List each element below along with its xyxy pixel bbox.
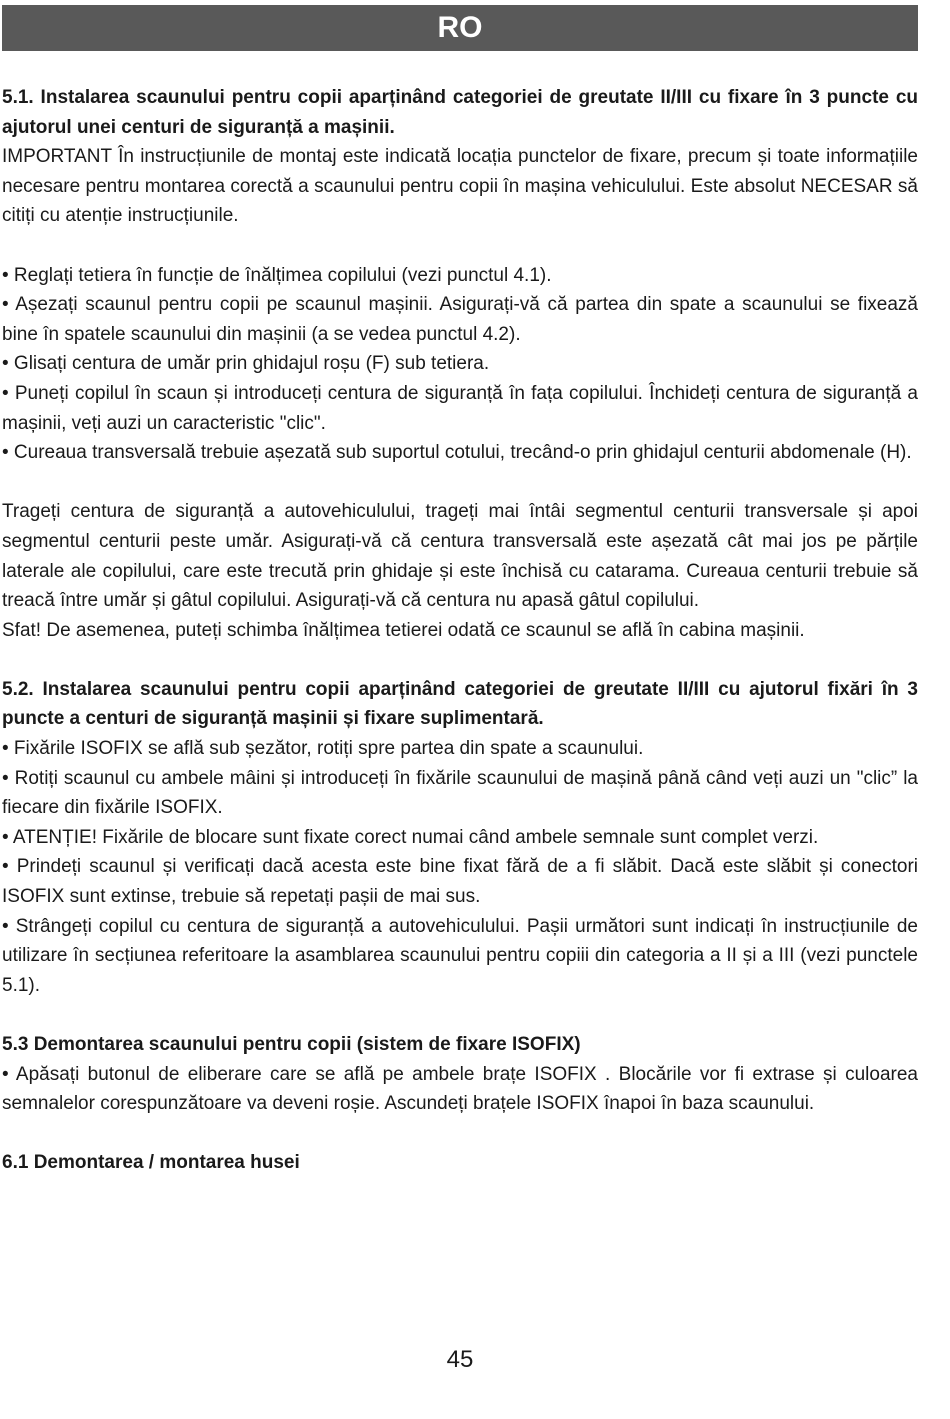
- section-5-3-bullet-1: • Apăsați butonul de eliberare care se află pe ambele brațe ISOFIX . Blocările vor fi extrase și culoarea semnalelor corespunzătoare va deveni roșie. Ascundeți brațele ISOFIX înapoi în baza scaunului.: [2, 1063, 918, 1115]
- section-5-1-bullet-4: • Puneți copilul în scaun și introduceți centura de siguranță în fața copilului. Închideți centura de siguranță a mașinii, veți auzi un caracteristic "clic".: [2, 382, 918, 434]
- section-6-1-title: 6.1 Demontarea / montarea husei: [2, 1152, 300, 1174]
- section-5-1-paragraph: Trageți centura de siguranță a autovehiculului, trageți mai întâi segmentul centurii transversale și apoi segmentul centurii peste umăr. Asigurați-vă că centura transversală este așezată cât mai jos pe părțile laterale ale copilului, care este trecută prin ghidaje și este închisă cu catarama. Cureaua centurii trebuie să treacă între umăr și gâtul copilului. Asigurați-vă că centura nu apasă gâtul copilului.: [2, 501, 918, 612]
- document-body: [2, 83, 918, 1178]
- page-number: 45: [446, 1346, 474, 1373]
- section-5-2-title: 5.2. Instalarea scaunului pentru copii aparținând categoriei de greutate II/III cu ajutorul fixări în 3 puncte a centuri de siguranță mașinii și fixare suplimentară.: [2, 678, 918, 730]
- language-code: RO: [437, 11, 483, 44]
- section-5-2-bullet-5: • Strângeți copilul cu centura de siguranță a autovehiculului. Pașii următori sunt indicați în instrucțiunile de utilizare în secțiunea referitoare la asamblarea scaunului pentru copiii din categoria a II și a III (vezi punctele 5.1).: [2, 915, 918, 996]
- language-header-bar: [2, 5, 918, 51]
- section-5-1-title: 5.1. Instalarea scaunului pentru copii aparținând categoriei de greutate II/III cu fixare în 3 puncte cu ajutorul unei centuri de siguranță a mașinii.: [2, 87, 918, 138]
- section-5-2-bullet-1: • Fixările ISOFIX se află sub șezător, rotiți spre partea din spate a scaunului.: [2, 738, 644, 760]
- section-5-1-bullet-1: • Reglați tetiera în funcție de înălțimea copilului (vezi punctul 4.1).: [2, 264, 552, 286]
- spacer: [2, 1000, 918, 1030]
- section-5-1-bullet-3: • Glisați centura de umăr prin ghidajul roșu (F) sub tetiera.: [2, 353, 490, 375]
- spacer: [2, 645, 918, 675]
- spacer: [2, 231, 918, 261]
- spacer: [2, 468, 918, 498]
- section-5-1-intro: IMPORTANT În instrucțiunile de montaj este indicată locația punctelor de fixare, precum și toate informațiile necesare pentru montarea corectă a scaunului pentru copii în mașina vehiculului. Este absolut NECESAR să citiți cu atenție instrucțiunile.: [2, 146, 918, 227]
- section-5-2-bullet-2: • Rotiți scaunul cu ambele mâini și introduceți în fixările scaunului de mașină până când veți auzi un "clic” la fiecare din fixările ISOFIX.: [2, 767, 918, 819]
- section-5-1-tip: Sfat! De asemenea, puteți schimba înălțimea tetierei odată ce scaunul se află în cabina mașinii.: [2, 619, 805, 641]
- section-5-2-bullet-3: • ATENȚIE! Fixările de blocare sunt fixate corect numai când ambele semnale sunt complet verzi.: [2, 826, 819, 848]
- section-5-1-bullet-5: • Cureaua transversală trebuie așezată sub suportul cotului, trecând-o prin ghidajul centurii abdomenale (H).: [2, 442, 912, 464]
- section-5-3-title: 5.3 Demontarea scaunului pentru copii (sistem de fixare ISOFIX): [2, 1034, 581, 1055]
- section-5-1-bullet-2: • Așezați scaunul pentru copii pe scaunul mașinii. Asigurați-vă că partea din spate a scaunului se fixează bine în spatele scaunului din mașinii (a se vedea punctul 4.2).: [2, 294, 918, 345]
- spacer: [2, 1119, 918, 1149]
- section-5-2-bullet-4: • Prindeți scaunul și verificați dacă acesta este bine fixat fără de a fi slăbit. Dacă este slăbit și conectori ISOFIX sunt extinse, trebuie să repetați pașii de mai sus.: [2, 856, 918, 908]
